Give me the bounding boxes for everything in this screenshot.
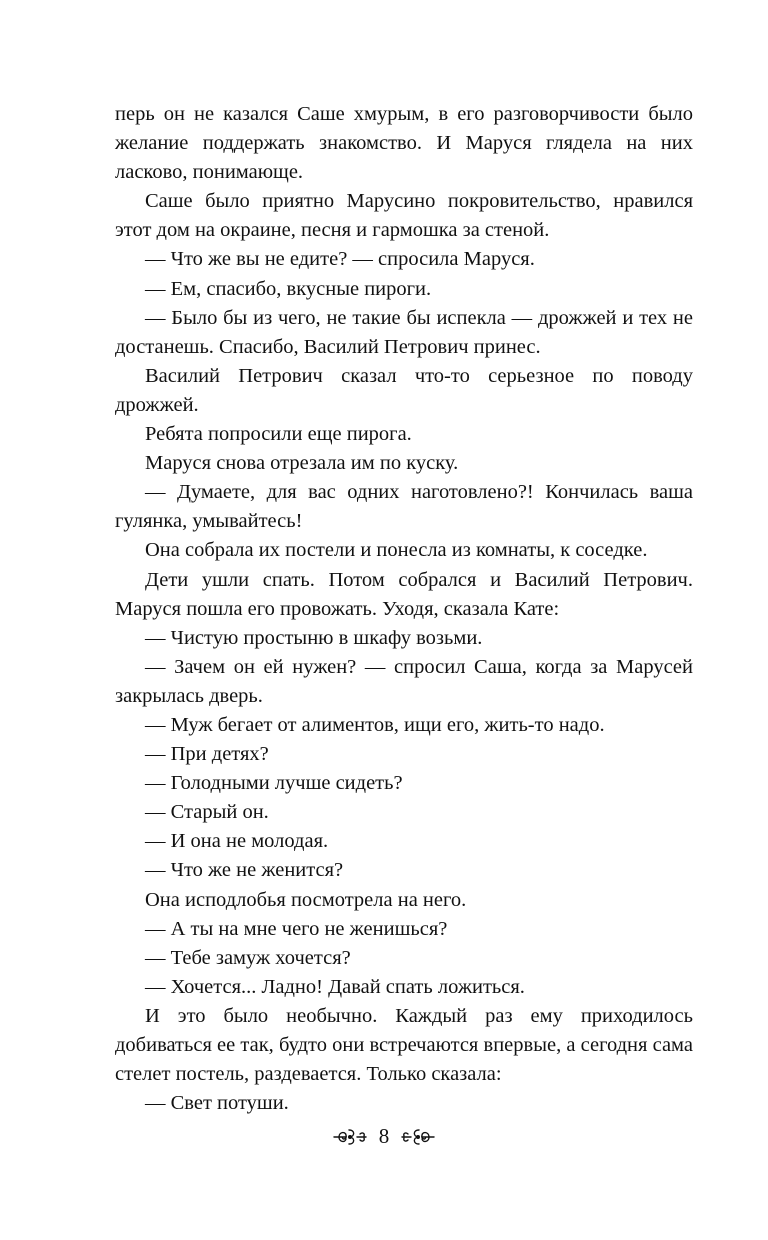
paragraph-20: Она исподлобья посмотрела на него. xyxy=(145,888,467,911)
paragraph-25: — Свет потуши. xyxy=(145,1092,289,1115)
paragraph-2: Саше было приятно Марусино покровительство, нравился этот дом на окраине, песня и гармошка за стеной. xyxy=(115,190,693,242)
paragraph-18: — И она не молодая. xyxy=(145,830,329,853)
paragraph-12: — Чистую простыню в шкафу возьми. xyxy=(145,626,483,649)
page-body xyxy=(115,100,693,1118)
fleuron-left-icon xyxy=(333,1128,367,1146)
paragraph-16: — Голодными лучше сидеть? xyxy=(145,772,403,795)
paragraph-13: — Зачем он ей нужен? — спросил Саша, когда за Марусей закрылась дверь. xyxy=(115,655,693,707)
paragraph-19: — Что же не женится? xyxy=(145,859,344,882)
paragraph-11: Дети ушли спать. Потом собрался и Василий Петрович. Маруся пошла его провожать. Уходя, сказала Кате: xyxy=(115,568,693,620)
paragraph-23: — Хочется... Ладно! Давай спать ложиться. xyxy=(145,975,525,998)
paragraph-15: — При детях? xyxy=(145,743,269,766)
fleuron-right-icon xyxy=(401,1128,435,1146)
paragraph-7: Ребята попросили еще пирога. xyxy=(145,423,412,446)
paragraph-10: Она собрала их постели и понесла из комнаты, к соседке. xyxy=(145,539,648,562)
paragraph-24: И это было необычно. Каждый раз ему приходилось добиваться ее так, будто они встречаются впервые, а сегодня сама стелет постель, раздевается. Только сказала: xyxy=(115,1004,693,1086)
paragraph-21: — А ты на мне чего не женишься? xyxy=(145,917,448,940)
paragraph-6: Василий Петрович сказал что-то серьезное по поводу дрожжей. xyxy=(115,364,693,416)
paragraph-9: — Думаете, для вас одних наготовлено?! Кончилась ваша гулянка, умывайтесь! xyxy=(115,481,693,533)
paragraph-14: — Муж бегает от алиментов, ищи его, жить-то надо. xyxy=(145,713,605,736)
paragraph-5: — Было бы из чего, не такие бы испекла — дрожжей и тех не достанешь. Спасибо, Василий Петрович принес. xyxy=(115,306,693,358)
page-footer xyxy=(0,1124,768,1149)
paragraph-8: Маруся снова отрезала им по куску. xyxy=(145,452,459,475)
paragraph-22: — Тебе замуж хочется? xyxy=(145,946,351,969)
paragraph-3: — Что же вы не едите? — спросила Маруся. xyxy=(145,248,535,271)
paragraph-1: перь он не казался Саше хмурым, в его разговорчивости было желание поддержать знакомство. И Маруся глядела на них ласково, понимающе. xyxy=(115,103,693,184)
paragraph-17: — Старый он. xyxy=(145,801,269,824)
paragraph-4: — Ем, спасибо, вкусные пироги. xyxy=(145,277,432,300)
page-number: 8 xyxy=(378,1124,390,1148)
